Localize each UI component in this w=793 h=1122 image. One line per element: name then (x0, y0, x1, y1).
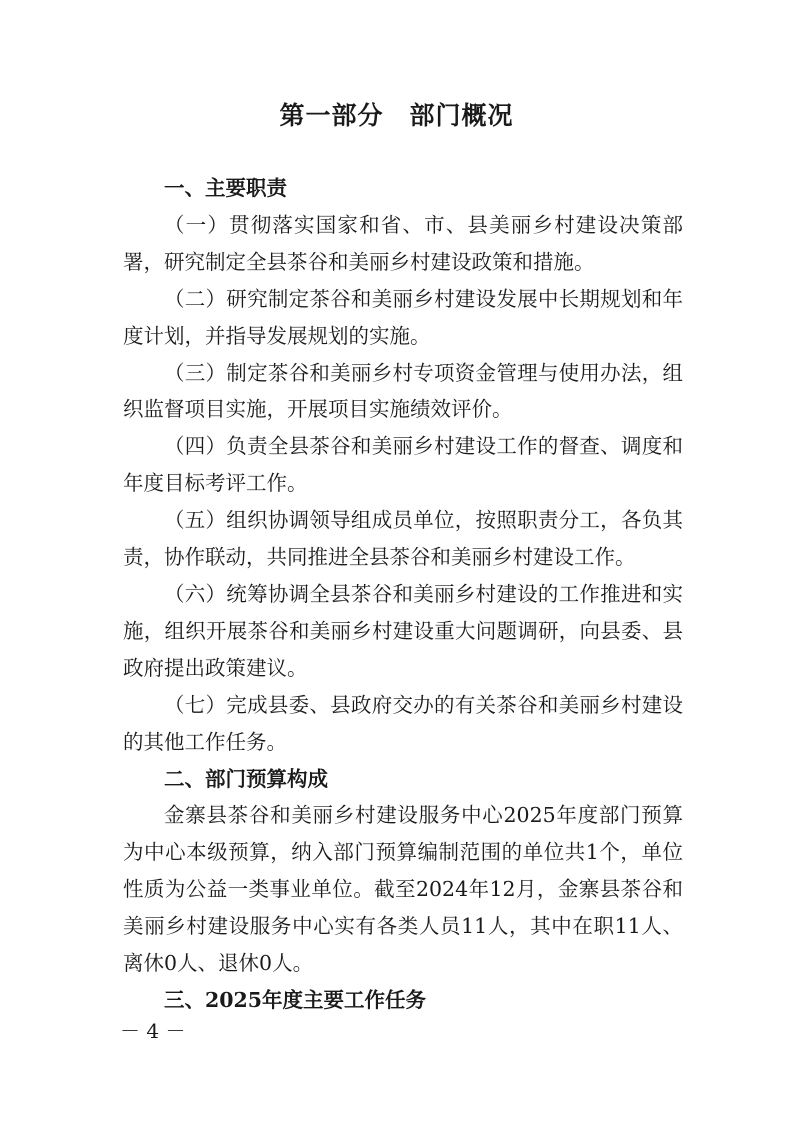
duty-item-2: （二）研究制定茶谷和美丽乡村建设发展中长期规划和年度计划，并指导发展规划的实施。 (123, 286, 683, 348)
section-heading-budget-composition: 二、部门预算构成 (164, 766, 328, 791)
duty-item-4: （四）负责全县茶谷和美丽乡村建设工作的督查、调度和年度目标考评工作。 (123, 434, 683, 496)
page-title: 第一部分 部门概况 (279, 101, 514, 130)
duty-item-3: （三）制定茶谷和美丽乡村专项资金管理与使用办法，组织监督项目实施，开展项目实施绩效评价。 (123, 360, 683, 422)
budget-composition-paragraph: 金寨县茶谷和美丽乡村建设服务中心2025年度部门预算为中心本级预算，纳入部门预算编制范围的单位共1个，单位性质为公益一类事业单位。截至2024年12月，金寨县茶谷和美丽乡村建设服务中心实有各类人员11人，其中在职11人、离休0人、退休0人。 (123, 803, 683, 976)
duty-item-1: （一）贯彻落实国家和省、市、县美丽乡村建设决策部署，研究制定全县茶谷和美丽乡村建设政策和措施。 (123, 212, 683, 274)
section-heading-main-tasks: 三、2025年度主要工作任务 (164, 987, 427, 1012)
page-number: － 4 － (120, 1019, 186, 1043)
duty-item-6: （六）统筹协调全县茶谷和美丽乡村建设的工作推进和实施，组织开展茶谷和美丽乡村建设重大问题调研，向县委、县政府提出政策建议。 (123, 581, 683, 680)
section-heading-main-duties: 一、主要职责 (164, 176, 287, 200)
duty-item-7: （七）完成县委、县政府交办的有关茶谷和美丽乡村建设的其他工作任务。 (123, 692, 683, 754)
duty-item-5: （五）组织协调领导组成员单位，按照职责分工，各负其责，协作联动，共同推进全县茶谷和美丽乡村建设工作。 (123, 508, 683, 570)
document-body (123, 170, 683, 1019)
